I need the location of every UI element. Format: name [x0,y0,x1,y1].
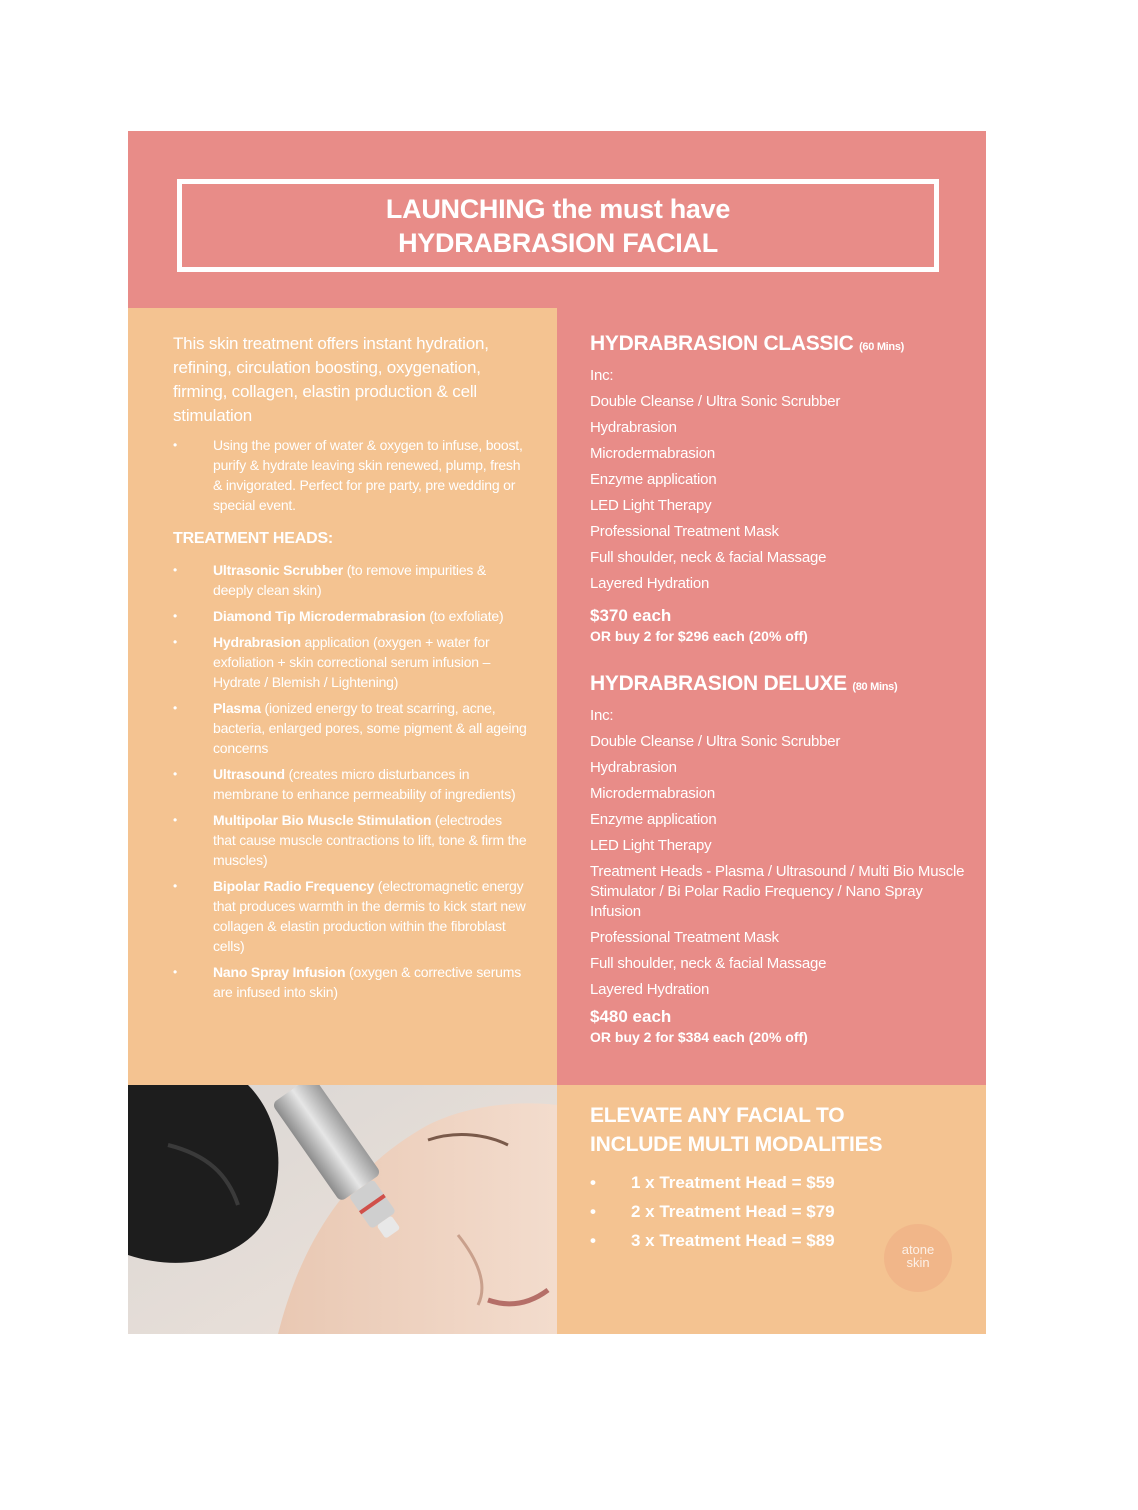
treatment-photo [128,1085,557,1334]
deluxe-inclusion-item: Full shoulder, neck & facial Massage [590,955,827,972]
deluxe-title [590,671,970,700]
deluxe-price: $480 each [590,1007,672,1026]
treatment-head-desc: (electrodes that cause muscle contractions to lift, tone & firm the muscles) [213,812,527,868]
classic-inclusion-item: Enzyme application [590,471,717,488]
deluxe-inclusion-item: Inc: [590,707,614,724]
classic-package [590,331,970,645]
classic-inclusion-item: Double Cleanse / Ultra Sonic Scrubber [590,393,841,410]
classic-inclusion-item: Microdermabrasion [590,445,715,462]
deluxe-inclusion-item: Treatment Heads - Plasma / Ultrasound / Multi Bio Muscle Stimulator / Bi Polar Radio Frequency / Nano Spray Infusion [590,863,965,920]
deluxe-duration: (80 Mins) [852,681,898,693]
poster [128,131,986,1334]
treatment-head-item [173,962,528,1002]
treatment-head-desc: (oxygen & corrective serums are infused into skin) [213,964,522,1000]
classic-offer: OR buy 2 for $296 each (20% off) [590,628,808,644]
treatment-head-desc: (to exfoliate) [425,608,504,624]
classic-inclusions [590,366,970,594]
classic-price: $370 each [590,606,672,625]
title-line-2: HYDRABRASION FACIAL [398,227,718,258]
treatment-head-item [173,764,528,804]
classic-inclusion-item: Layered Hydration [590,575,710,592]
treatment-head-name: Ultrasonic Scrubber [213,562,344,578]
treatment-head-name: Nano Spray Infusion [213,964,346,980]
elevate-pricing-list [590,1168,835,1255]
elevate-title [590,1101,882,1159]
treatment-head-item [173,560,528,600]
elevate-price-item: • 3 x Treatment Head = $89 [590,1226,835,1255]
deluxe-inclusion-item: Enzyme application [590,811,717,828]
classic-title-text: HYDRABRASION CLASSIC [590,332,854,355]
title-line-1: LAUNCHING the must have [385,193,731,224]
title-box [177,179,939,272]
treatment-head-name: Ultrasound [213,766,285,782]
deluxe-offer: OR buy 2 for $384 each (20% off) [590,1029,808,1045]
treatment-head-name: Diamond Tip Microdermabrasion [213,608,426,624]
intro-bullet: • Using the power of water & oxygen to infuse, boost, purify & hydrate leaving skin renewed, plump, fresh & invigorated. Perfect for pre party, pre wedding or special event. [173,435,528,515]
treatment-head-desc: (electromagnetic energy that produces warmth in the dermis to kick start new collagen & elastin production within the fibroblast cells) [213,878,526,954]
classic-inclusion-item: Professional Treatment Mask [590,523,779,540]
treatment-heads-title: TREATMENT HEADS: [173,530,334,547]
classic-title [590,331,970,360]
treatment-head-name: Hydrabrasion [213,634,301,650]
deluxe-inclusions [590,706,970,1000]
deluxe-inclusion-item: LED Light Therapy [590,837,712,854]
classic-duration: (60 Mins) [859,341,905,353]
logo-line-1: atone [901,1242,935,1257]
elevate-title-line-1: ELEVATE ANY FACIAL TO [590,1104,845,1127]
classic-inclusion-item: Full shoulder, neck & facial Massage [590,549,827,566]
treatment-head-desc: (to remove impurities & deeply clean skin) [213,562,487,598]
treatment-head-item [173,606,528,626]
deluxe-inclusion-item: Hydrabrasion [590,759,677,776]
treatment-head-item [173,810,528,870]
intro-list [173,435,528,515]
treatment-head-item [173,632,528,692]
treatment-head-name: Plasma [213,700,261,716]
treatment-head-item [173,698,528,758]
description-panel [128,308,557,1085]
packages-column [590,331,970,1046]
elevate-panel [557,1085,986,1334]
treatment-head-desc: (ionized energy to treat scarring, acne, bacteria, enlarged pores, some pigment & all ageing concerns [213,700,527,756]
classic-inclusion-item: Inc: [590,367,614,384]
treatment-head-name: Multipolar Bio Muscle Stimulation [213,812,432,828]
elevate-price-item: • 1 x Treatment Head = $59 [590,1168,835,1197]
treatment-heads-list [173,560,528,1002]
deluxe-inclusion-item: Microdermabrasion [590,785,715,802]
treatment-head-name: Bipolar Radio Frequency [213,878,375,894]
treatment-head-item [173,876,528,956]
logo-line-2: skin [906,1255,930,1270]
elevate-price-item: • 2 x Treatment Head = $79 [590,1197,835,1226]
deluxe-inclusion-item: Layered Hydration [590,981,710,998]
treatment-head-desc: (creates micro disturbances in membrane to enhance permeability of ingredients) [213,766,516,802]
deluxe-inclusion-item: Double Cleanse / Ultra Sonic Scrubber [590,733,841,750]
deluxe-inclusion-item: Professional Treatment Mask [590,929,779,946]
intro-text: This skin treatment offers instant hydration, refining, circulation boosting, oxygenation, firming, collagen, elastin production & cell stimulation [173,334,489,425]
deluxe-title-text: HYDRABRASION DELUXE [590,672,847,695]
classic-inclusion-item: Hydrabrasion [590,419,677,436]
treatment-head-desc: application (oxygen + water for exfoliation + skin correctional serum infusion – Hydrate / Blemish / Lightening) [213,634,491,690]
deluxe-package [590,671,970,1046]
elevate-title-line-2: INCLUDE MULTI MODALITIES [590,1133,883,1156]
atone-skin-logo [884,1224,952,1292]
treatment-photo-illustration [128,1085,557,1334]
classic-inclusion-item: LED Light Therapy [590,497,712,514]
